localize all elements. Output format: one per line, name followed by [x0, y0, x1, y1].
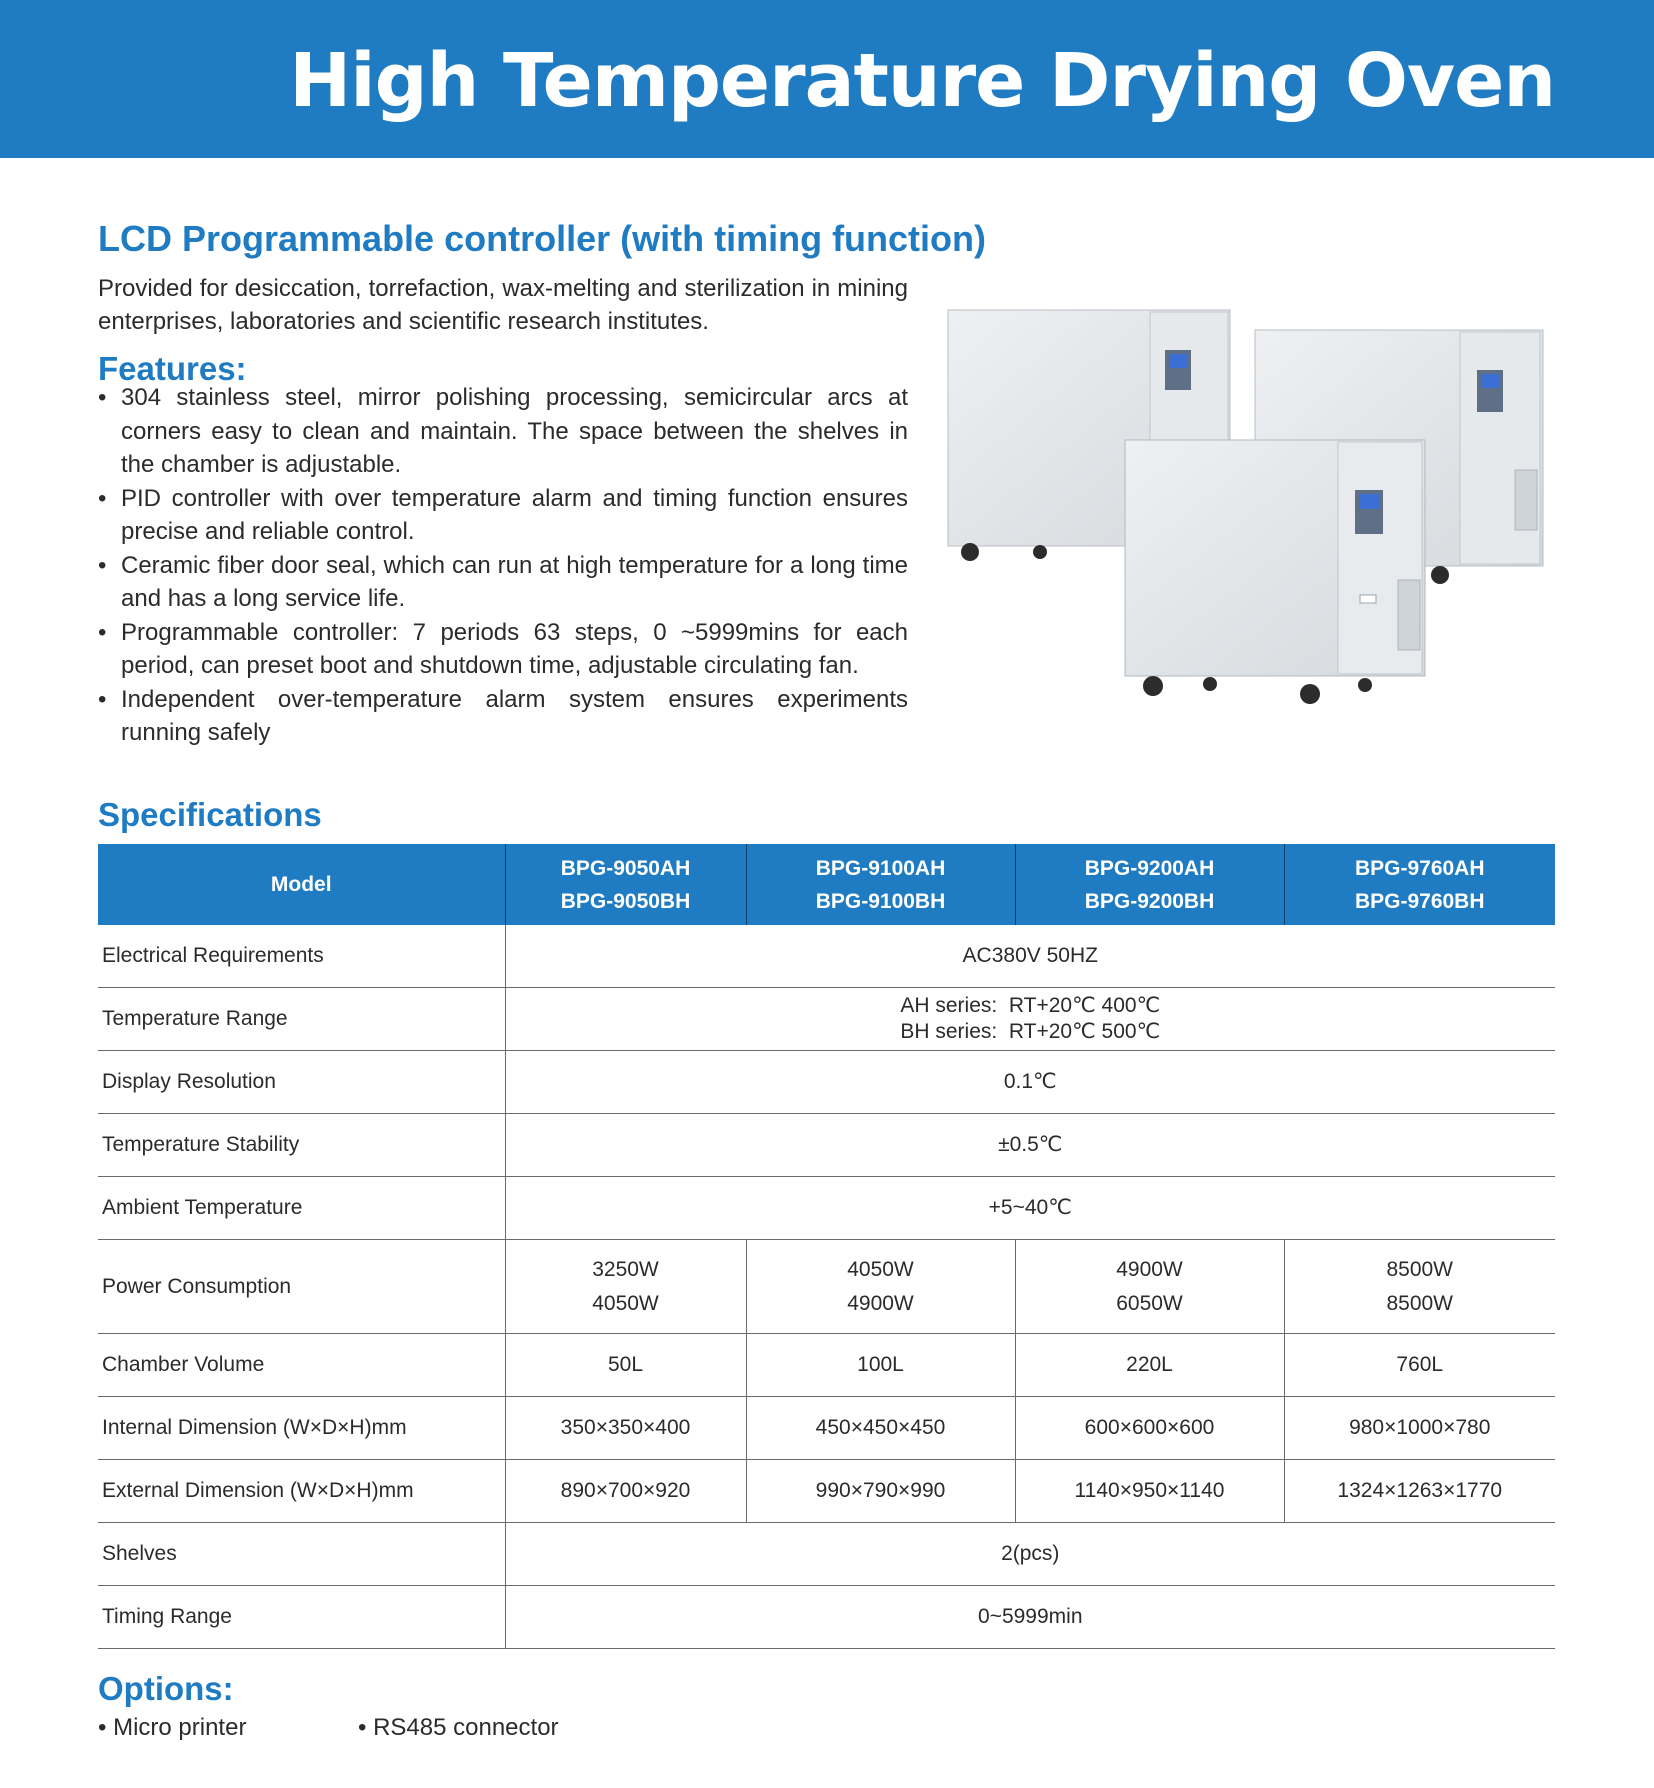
row-value: 890×700×920	[505, 1460, 746, 1523]
bullet-icon: •	[98, 551, 107, 579]
table-row	[98, 988, 1555, 1051]
feature-item	[98, 482, 908, 549]
row-label: Display Resolution	[98, 1051, 505, 1114]
model-column-header: BPG-9200AH BPG-9200BH	[1015, 844, 1284, 925]
section-subtitle: LCD Programmable controller (with timing function)	[98, 218, 987, 259]
table-row	[98, 1334, 1555, 1397]
feature-item	[98, 381, 908, 482]
table-row	[98, 1177, 1555, 1240]
bullet-icon: •	[358, 1714, 367, 1741]
title-banner	[0, 0, 1654, 158]
model-column-header: BPG-9050AH BPG-9050BH	[505, 844, 746, 925]
row-value: AH series: RT+20℃ 400℃ BH series: RT+20℃ 500℃	[505, 988, 1555, 1051]
page-title: High Temperature Drying Oven	[289, 38, 1555, 124]
row-value: 990×790×990	[746, 1460, 1015, 1523]
row-value: 1140×950×1140	[1015, 1460, 1284, 1523]
features-list	[98, 381, 908, 750]
table-row	[98, 1397, 1555, 1460]
bullet-icon: •	[98, 685, 107, 713]
bullet-icon: •	[98, 484, 107, 512]
row-label: Timing Range	[98, 1586, 505, 1649]
row-value: 4050W 4900W	[746, 1240, 1015, 1334]
feature-item	[98, 549, 908, 616]
row-value: ±0.5℃	[505, 1114, 1555, 1177]
row-label: Electrical Requirements	[98, 925, 505, 988]
table-row	[98, 1240, 1555, 1334]
bullet-icon: •	[98, 384, 107, 411]
row-label: Internal Dimension (W×D×H)mm	[98, 1397, 505, 1460]
table-row	[98, 1051, 1555, 1114]
model-column-header: BPG-9100AH BPG-9100BH	[746, 844, 1015, 925]
option-text: Micro printer	[113, 1714, 247, 1741]
row-value: 8500W 8500W	[1284, 1240, 1555, 1334]
specifications-heading: Specifications	[98, 796, 322, 833]
row-label: External Dimension (W×D×H)mm	[98, 1460, 505, 1523]
row-label: Power Consumption	[98, 1240, 505, 1334]
row-value: 0.1℃	[505, 1051, 1555, 1114]
option-item	[358, 1714, 559, 1742]
row-label: Temperature Range	[98, 988, 505, 1051]
feature-item	[98, 683, 908, 750]
row-value: 0~5999min	[505, 1586, 1555, 1649]
row-value: 600×600×600	[1015, 1397, 1284, 1460]
row-value: 450×450×450	[746, 1397, 1015, 1460]
table-header-row	[98, 844, 1555, 925]
features-heading: Features:	[98, 350, 247, 387]
feature-text: Ceramic fiber door seal, which can run at high temperature for a long time and has a long service life.	[121, 551, 908, 612]
option-item	[98, 1714, 246, 1742]
table-row	[98, 925, 1555, 988]
feature-item	[98, 616, 908, 683]
row-value: 3250W 4050W	[505, 1240, 746, 1334]
row-value: AC380V 50HZ	[505, 925, 1555, 988]
model-column-header: BPG-9760AH BPG-9760BH	[1284, 844, 1555, 925]
bullet-icon: •	[98, 618, 107, 646]
table-row	[98, 1114, 1555, 1177]
row-value: 100L	[746, 1334, 1015, 1397]
table-row	[98, 1586, 1555, 1649]
row-label: Temperature Stability	[98, 1114, 505, 1177]
row-value: 2(pcs)	[505, 1523, 1555, 1586]
row-value: 4900W 6050W	[1015, 1240, 1284, 1334]
row-value: +5~40℃	[505, 1177, 1555, 1240]
row-value: 50L	[505, 1334, 746, 1397]
row-label: Shelves	[98, 1523, 505, 1586]
model-header: Model	[98, 844, 505, 925]
option-text: RS485 connector	[373, 1714, 559, 1741]
feature-text: 304 stainless steel, mirror polishing processing, semicircular arcs at corners easy to clean and maintain. The space between the shelves in the chamber is adjustable.	[121, 384, 908, 478]
table-row	[98, 1523, 1555, 1586]
row-value: 350×350×400	[505, 1397, 746, 1460]
options-heading: Options:	[98, 1670, 234, 1707]
row-value: 760L	[1284, 1334, 1555, 1397]
row-value: 220L	[1015, 1334, 1284, 1397]
feature-text: PID controller with over temperature alarm and timing function ensures precise and reliable control.	[121, 484, 908, 545]
table-row	[98, 1460, 1555, 1523]
row-value: 1324×1263×1770	[1284, 1460, 1555, 1523]
intro-paragraph: Provided for desiccation, torrefaction, wax-melting and sterilization in mining enterprises, laboratories and scientific research institutes.	[98, 275, 908, 335]
specifications-table	[98, 844, 1555, 1649]
feature-text: Programmable controller: 7 periods 63 steps, 0 ~5999mins for each period, can preset boot and shutdown time, adjustable circulating fan.	[121, 618, 908, 679]
row-label: Chamber Volume	[98, 1334, 505, 1397]
row-value: 980×1000×780	[1284, 1397, 1555, 1460]
oven-front	[1125, 440, 1425, 704]
row-label: Ambient Temperature	[98, 1177, 505, 1240]
product-image	[940, 300, 1550, 730]
bullet-icon: •	[98, 1714, 107, 1741]
feature-text: Independent over-temperature alarm system ensures experiments running safely	[121, 685, 908, 746]
